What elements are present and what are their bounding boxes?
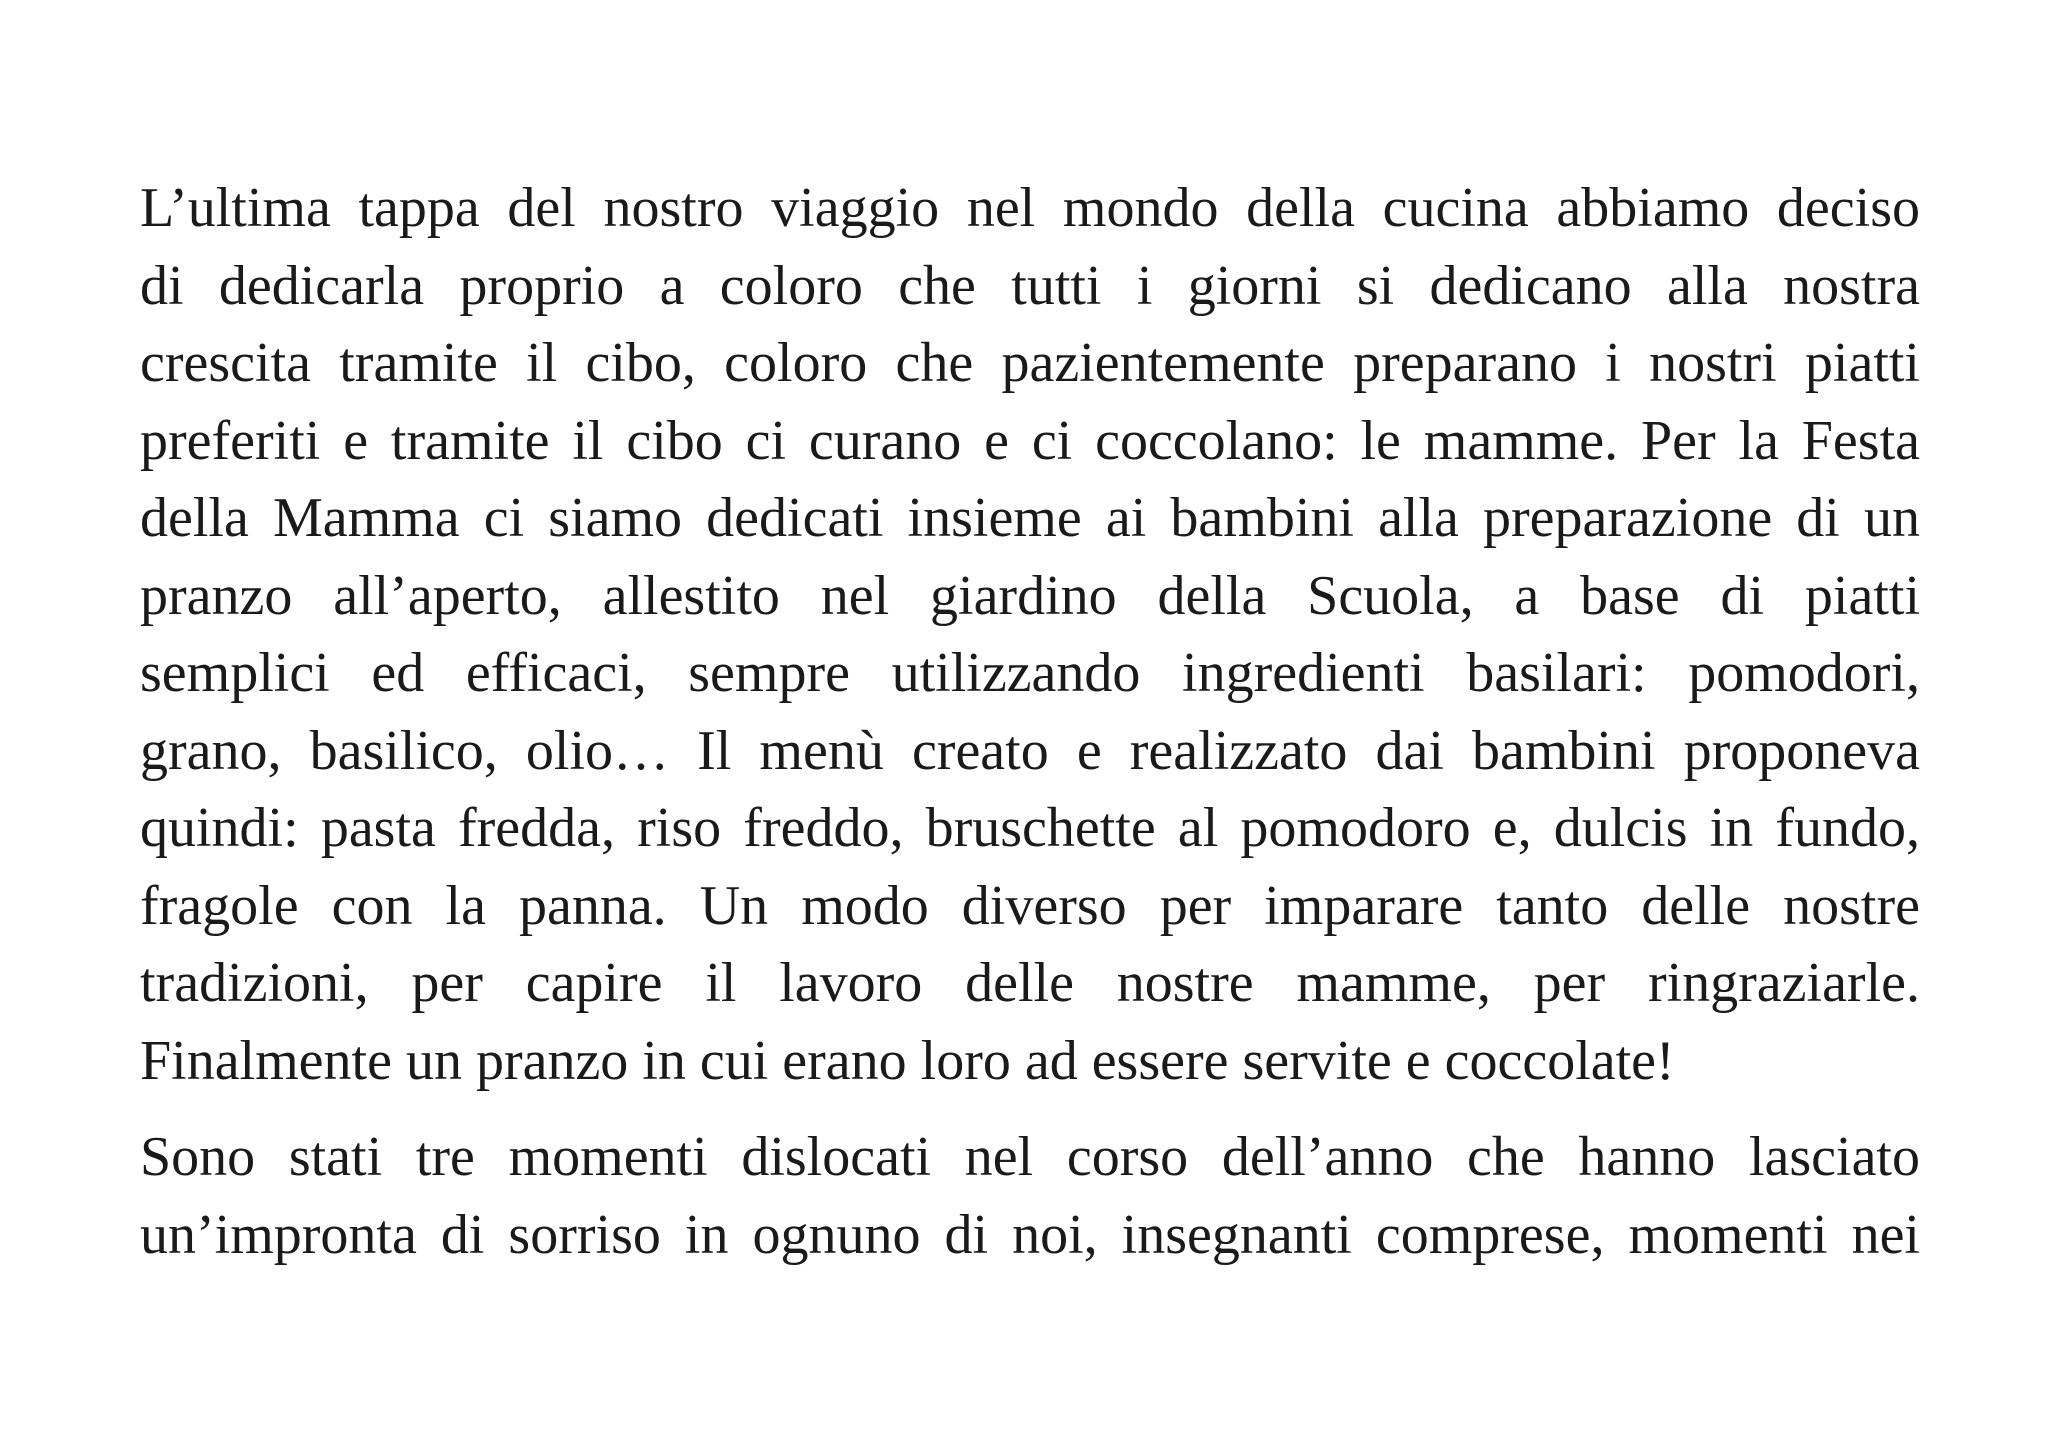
text-line: pranzo all’aperto, allestito nel giardino della Scuola, a base di piatti (140, 564, 1920, 627)
text-line: L’ultima tappa del nostro viaggio nel mondo della cucina abbiamo deciso (140, 177, 1920, 239)
paragraph (140, 170, 1920, 1100)
text-line: preferiti e tramite il cibo ci curano e ci coccolano: le mamme. Per la Festa (140, 409, 1920, 472)
text-line: Sono stati tre momenti dislocati nel corso dell’anno che hanno lasciato (140, 1126, 1920, 1188)
text-line: fragole con la panna. Un modo diverso per imparare tanto delle nostre (140, 874, 1920, 937)
paragraph-spacer (140, 1100, 1920, 1119)
text-line: di dedicarla proprio a coloro che tutti i giorni si dedicano alla nostra (140, 254, 1920, 317)
text-line: Finalmente un pranzo in cui erano loro ad essere servite e coccolate! (140, 1029, 1675, 1092)
text-line: della Mamma ci siamo dedicati insieme ai bambini alla preparazione di un (140, 487, 1920, 549)
text-line: tradizioni, per capire il lavoro delle nostre mamme, per ringraziarle. (140, 952, 1920, 1014)
text-line: quindi: pasta fredda, riso freddo, bruschette al pomodoro e, dulcis in fundo, (140, 797, 1920, 859)
text-line: grano, basilico, olio… Il menù creato e realizzato dai bambini proponeva (140, 719, 1920, 782)
paragraph (140, 1119, 1920, 1274)
text-line: crescita tramite il cibo, coloro che pazientemente preparano i nostri piatti (140, 332, 1920, 394)
body-text (140, 170, 1920, 1274)
text-line: un’impronta di sorriso in ognuno di noi, insegnanti comprese, momenti nei (140, 1203, 1920, 1266)
text-line: semplici ed efficaci, sempre utilizzando ingredienti basilari: pomodori, (140, 642, 1920, 704)
